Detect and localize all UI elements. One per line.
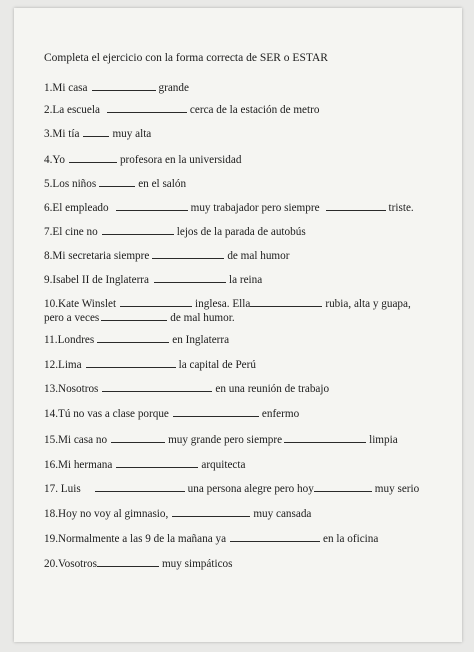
item-text: Yo (52, 154, 65, 166)
item-text: Londres (57, 334, 95, 346)
item-text: Kate Winslet (57, 298, 117, 310)
instruction-heading: Completa el ejercicio con la forma correcta de SER o ESTAR (44, 52, 328, 64)
item-text: El cine no (52, 226, 98, 238)
item-text: arquitecta (201, 459, 246, 471)
item-text: la capital de Perú (178, 359, 256, 371)
exercise-item (44, 249, 289, 263)
answer-blank[interactable] (152, 249, 224, 259)
answer-blank[interactable] (86, 358, 176, 368)
answer-blank[interactable] (95, 482, 185, 492)
answer-blank[interactable] (99, 177, 135, 187)
item-text: Mi secretaria siempre (52, 250, 150, 262)
item-number: 2. (44, 104, 53, 116)
item-number: 7. (44, 226, 53, 238)
item-number: 5. (44, 178, 53, 190)
worksheet-page (14, 8, 462, 642)
item-text: enfermo (261, 408, 300, 420)
item-text: en el salón (138, 178, 187, 190)
exercise-item (44, 333, 229, 347)
answer-blank[interactable] (116, 201, 188, 211)
exercise-item (44, 433, 398, 447)
exercise-item (44, 297, 411, 311)
item-text: pero a veces (44, 312, 100, 324)
item-number: 13. (44, 383, 58, 395)
item-number: 15. (44, 434, 58, 446)
item-text: Los niños (52, 178, 97, 190)
item-text: lejos de la parada de autobús (176, 226, 306, 238)
item-text: una persona alegre pero hoy (187, 483, 314, 495)
exercise-item (44, 225, 306, 239)
exercise-item (44, 458, 245, 472)
item-text: en una reunión de trabajo (215, 383, 330, 395)
item-text: triste. (388, 202, 414, 214)
exercise-item (44, 81, 189, 95)
item-text: Isabel II de Inglaterra (52, 274, 149, 286)
item-text: muy serio (374, 483, 420, 495)
item-text: Nosotros (57, 383, 99, 395)
exercise-item (44, 127, 151, 141)
answer-blank[interactable] (97, 333, 169, 343)
item-text: rubia, alta y guapa, (325, 298, 411, 310)
item-text: profesora en la universidad (119, 154, 242, 166)
item-text: en Inglaterra (172, 334, 230, 346)
answer-blank[interactable] (172, 507, 250, 517)
item-text: de mal humor. (170, 312, 235, 324)
exercise-item (44, 201, 414, 215)
item-text: Vosotros (57, 558, 97, 570)
item-number: 10. (44, 298, 58, 310)
exercise-item (44, 382, 329, 396)
item-text: La escuela (52, 104, 100, 116)
exercise-item (44, 273, 262, 287)
answer-blank[interactable] (154, 273, 226, 283)
item-number: 8. (44, 250, 53, 262)
item-number: 19. (44, 533, 58, 545)
answer-blank[interactable] (107, 103, 187, 113)
item-text: Mi tía (52, 128, 80, 140)
answer-blank[interactable] (120, 297, 192, 307)
answer-blank[interactable] (326, 201, 386, 211)
item-text: Tú no vas a clase porque (57, 408, 169, 420)
item-text: Mi casa (52, 82, 88, 94)
item-number: 3. (44, 128, 53, 140)
exercise-item (44, 532, 378, 546)
item-text: Hoy no voy al gimnasio, (57, 508, 169, 520)
item-number: 16. (44, 459, 58, 471)
item-number: 12. (44, 359, 58, 371)
answer-blank[interactable] (102, 225, 174, 235)
answer-blank[interactable] (83, 127, 109, 137)
answer-blank[interactable] (173, 407, 259, 417)
item-text: inglesa. Ella (195, 298, 251, 310)
item-number: 6. (44, 202, 53, 214)
item-text: muy simpáticos (161, 558, 233, 570)
exercise-item (44, 177, 186, 191)
item-number: 20. (44, 558, 58, 570)
item-number: 4. (44, 154, 53, 166)
item-number: 18. (44, 508, 58, 520)
item-text: limpia (369, 434, 398, 446)
exercise-item (44, 557, 233, 571)
item-text: Mi casa no (57, 434, 108, 446)
exercise-item (44, 153, 241, 167)
exercise-item-continuation (44, 311, 235, 325)
item-number: 9. (44, 274, 53, 286)
answer-blank[interactable] (92, 81, 156, 91)
item-text: Mi hermana (57, 459, 113, 471)
item-text: cerca de la estación de metro (189, 104, 320, 116)
item-number: 14. (44, 408, 58, 420)
exercise-item (44, 507, 311, 521)
exercise-item (44, 407, 299, 421)
item-text: Luis (60, 483, 81, 495)
answer-blank[interactable] (111, 433, 165, 443)
answer-blank[interactable] (314, 482, 372, 492)
item-text: El empleado (52, 202, 109, 214)
item-text: de mal humor (227, 250, 290, 262)
item-text: muy trabajador pero siempre (190, 202, 320, 214)
item-text: grande (158, 82, 189, 94)
answer-blank[interactable] (102, 382, 212, 392)
item-number: 17. (44, 483, 61, 495)
item-number: 11. (44, 334, 58, 346)
item-number: 1. (44, 82, 53, 94)
item-text: muy alta (112, 128, 152, 140)
answer-blank[interactable] (69, 153, 117, 163)
exercise-item (44, 482, 419, 496)
item-text: muy grande pero siempre (168, 434, 283, 446)
answer-blank[interactable] (250, 297, 322, 307)
exercise-item (44, 103, 319, 117)
answer-blank[interactable] (284, 433, 366, 443)
item-text: en la oficina (323, 533, 379, 545)
item-text: muy cansada (253, 508, 312, 520)
answer-blank[interactable] (116, 458, 198, 468)
exercise-item (44, 358, 256, 372)
answer-blank[interactable] (230, 532, 320, 542)
item-text: Normalmente a las 9 de la mañana ya (57, 533, 227, 545)
item-text: la reina (228, 274, 263, 286)
item-text: Lima (57, 359, 82, 371)
answer-blank[interactable] (101, 311, 167, 321)
answer-blank[interactable] (97, 557, 159, 567)
